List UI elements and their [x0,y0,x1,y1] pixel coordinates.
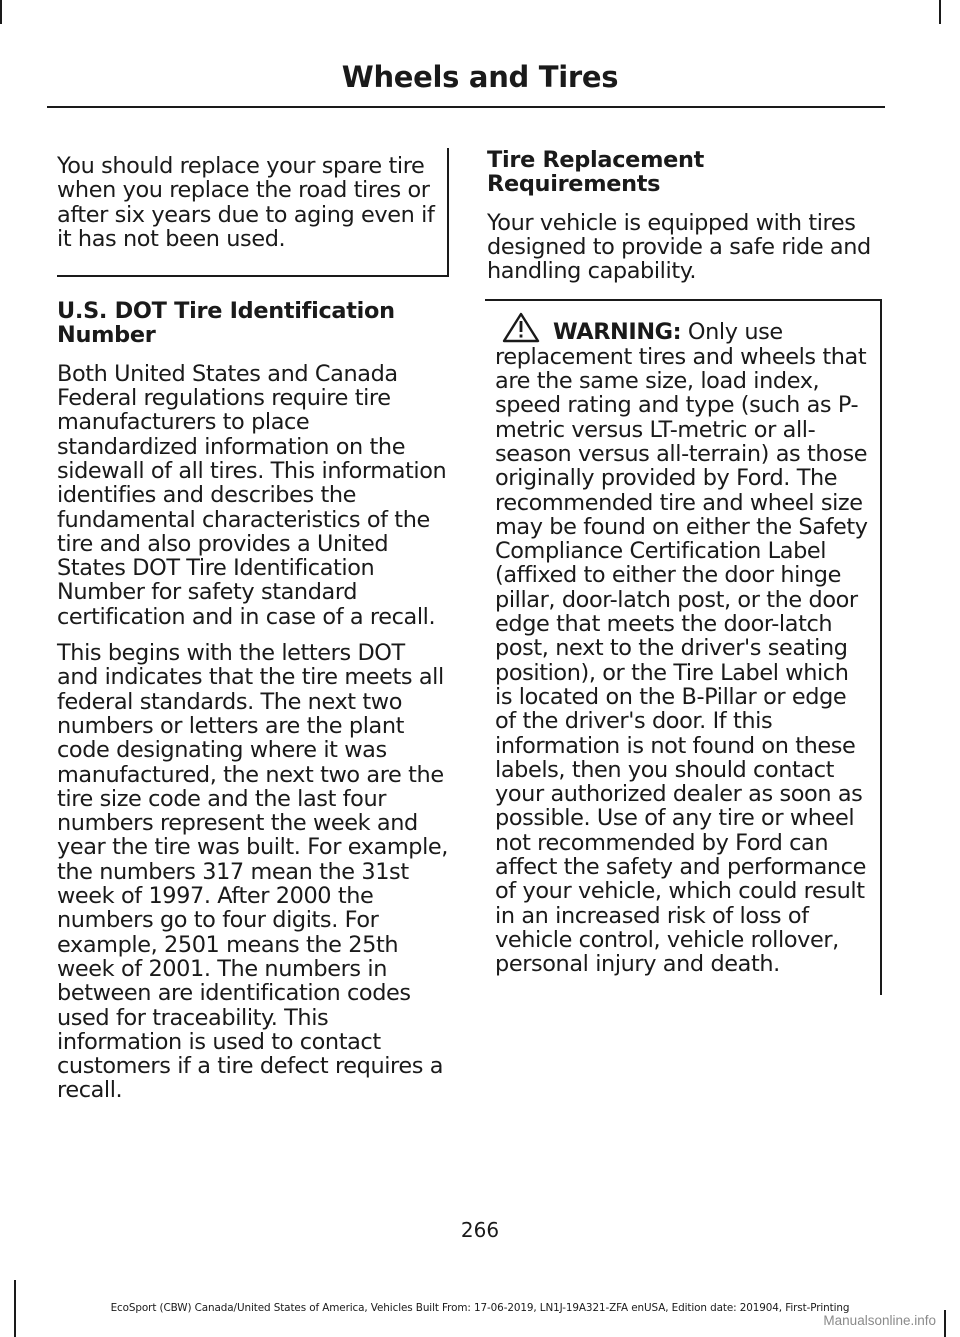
note-text: You should replace your spare tire when you replace the road tires or after six years due to aging even if it has not been used. [57,153,435,252]
warning-triangle-icon [501,311,541,343]
left-column [57,148,449,1115]
warning-box [485,299,882,994]
page-title: Wheels and Tires [341,60,619,94]
note-box [57,148,449,277]
warning-text: Only use replacement tires and wheels that are the same size, load index, speed rating and type (such as P-metric versus LT-metric or all-season versus all-terrain) as those originally provided by Ford. The recommended tire and wheel size may be found on either the Safety Compliance Certification Label (affixed to either the door hinge pillar, door-latch post, or the door edge that meets the door-latch post, next to the driver's seating position), or the Tire Label which is located on the B-Pillar or edge of the driver's door. If this information is not found on these labels, then you should contact your authorized dealer as soon as possible. Use of any tire or wheel not recommended by Ford can affect the safety and performance of your vehicle, which could result in an increased risk of loss of vehicle control, vehicle rollover, personal injury and death. [495,319,868,978]
crop-mark-bottom-right [944,1310,946,1337]
crop-mark-top-left [0,0,2,24]
warning-label: WARNING: [553,319,682,346]
watermark: Manualsonline.info [823,1313,936,1328]
page-number: 266 [460,1218,500,1242]
right-column [487,148,882,995]
paragraph-dot-tin-1: Both United States and Canada Federal regulations require tire manufacturers to place standardized information on the sidewall of all tires. This information identifies and describes the fundamental characteristics of the tire and also provides a United States DOT Tire Identification Number for safety standard certification and in case of a recall. [57,360,447,630]
header-divider [47,106,885,108]
footer-edition-info: EcoSport (CBW) Canada/United States of America, Vehicles Built From: 17-06-2019, LN1J-19A321-ZFA enUSA, Edition date: 201904, First-Printing [110,1302,850,1314]
section-heading-tire-replacement: Tire Replacement Requirements [487,147,705,198]
section-heading-dot-tin: U.S. DOT Tire Identification Number [57,298,395,349]
paragraph-tire-replacement: Your vehicle is equipped with tires designed to provide a safe ride and handling capability. [487,209,871,285]
warning-text-block [495,311,872,976]
crop-mark-top-right [939,0,941,24]
paragraph-dot-tin-2: This begins with the letters DOT and indicates that the tire meets all federal standards. The next two numbers or letters are the plant code designating where it was manufactured, the next two are the tire size code and the last four numbers represent the week and year the tire was built. For example, the numbers 317 mean the 31st week of 1997. After 2000 the numbers go to four digits. For example, 2501 means the 25th week of 2001. The numbers in between are identification codes used for traceability. This information is used to contact customers if a tire defect requires a recall. [57,640,449,1104]
